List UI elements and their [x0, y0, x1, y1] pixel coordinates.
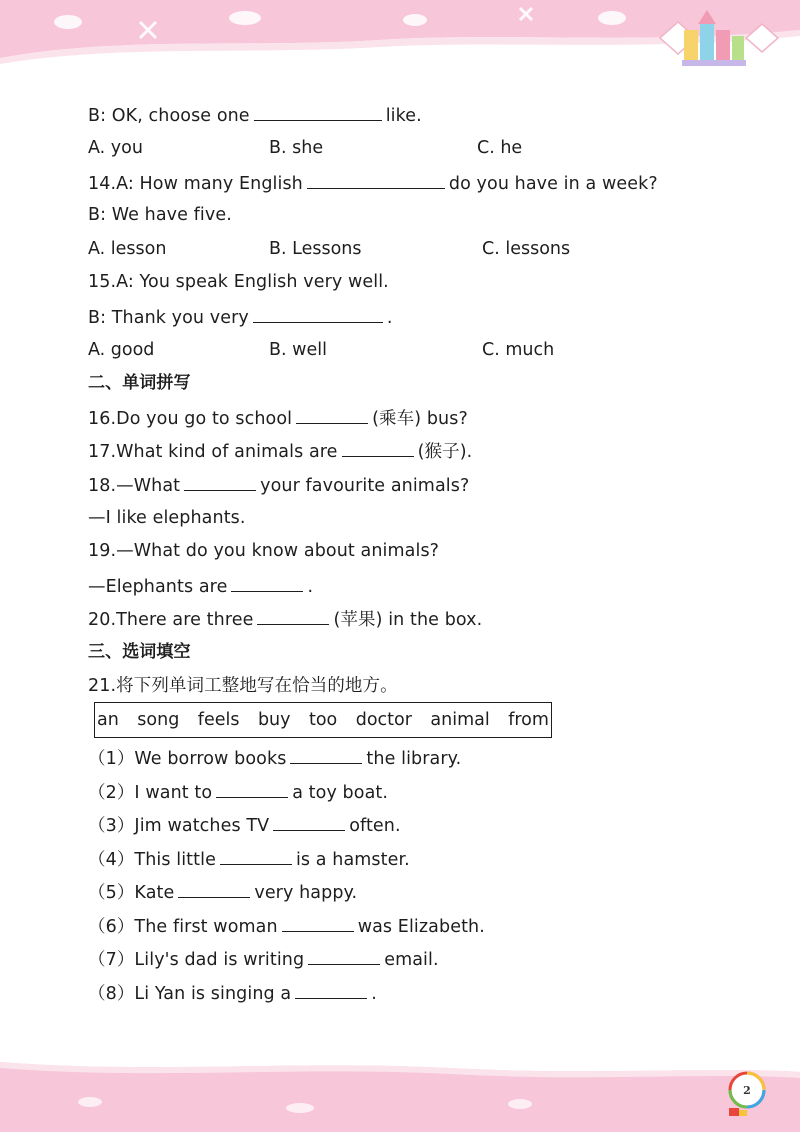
- answer-blank[interactable]: [342, 438, 414, 457]
- option-b: B. she: [269, 138, 324, 158]
- q18-answer-line: —I like elephants.: [88, 508, 246, 528]
- answer-blank[interactable]: [296, 405, 368, 424]
- footer-decoration: [0, 1052, 800, 1132]
- q18-line: 18.—What your favourite animals?: [88, 472, 469, 498]
- q14-a-line: 14.A: How many English do you have in a week?: [88, 170, 658, 196]
- answer-blank[interactable]: [178, 879, 250, 898]
- answer-blank[interactable]: [254, 102, 382, 121]
- option-c: C. lessons: [482, 239, 571, 259]
- answer-blank[interactable]: [257, 606, 329, 625]
- answer-blank[interactable]: [282, 913, 354, 932]
- q13-b-line: B: OK, choose one like.: [88, 102, 422, 128]
- answer-blank[interactable]: [231, 573, 303, 592]
- word-bank-word: an: [97, 710, 119, 730]
- q19-answer-line: —Elephants are .: [88, 573, 313, 599]
- answer-blank[interactable]: [290, 745, 362, 764]
- answer-blank[interactable]: [307, 170, 445, 189]
- q14-b-line: B: We have five.: [88, 205, 232, 225]
- q21-instruction: 21.将下列单词工整地写在恰当的地方。: [88, 676, 398, 696]
- fill-item: （2）I want to a toy boat.: [88, 779, 388, 805]
- answer-blank[interactable]: [295, 980, 367, 999]
- q19-line: 19.—What do you know about animals?: [88, 541, 440, 561]
- word-bank-word: doctor: [355, 710, 412, 730]
- word-bank-word: from: [508, 710, 549, 730]
- word-bank-box: [94, 702, 552, 738]
- option-c: C. he: [477, 138, 523, 158]
- fill-item: （6）The first woman was Elizabeth.: [88, 913, 485, 939]
- word-bank-word: buy: [257, 710, 291, 730]
- option-c: C. much: [482, 340, 555, 360]
- answer-blank[interactable]: [220, 846, 292, 865]
- option-a: A. good: [88, 340, 155, 360]
- page-number: 2: [743, 1084, 751, 1097]
- header-decoration: [0, 0, 800, 90]
- q16-line: 16.Do you go to school (乘车) bus?: [88, 405, 468, 431]
- option-a: A. you: [88, 138, 143, 158]
- fill-item: （3）Jim watches TV often.: [88, 812, 401, 838]
- q17-line: 17.What kind of animals are (猴子).: [88, 438, 472, 464]
- option-b: B. well: [269, 340, 327, 360]
- q15-b-line: B: Thank you very .: [88, 304, 393, 330]
- fill-item: （5）Kate very happy.: [88, 879, 357, 905]
- section-heading: 二、单词拼写: [88, 373, 191, 393]
- answer-blank[interactable]: [184, 472, 256, 491]
- section-heading: 三、选词填空: [88, 642, 191, 662]
- answer-blank[interactable]: [216, 779, 288, 798]
- fill-item: （7）Lily's dad is writing email.: [88, 946, 439, 972]
- fill-item: （1）We borrow books the library.: [88, 745, 461, 771]
- answer-blank[interactable]: [253, 304, 383, 323]
- q15-a-line: 15.A: You speak English very well.: [88, 272, 389, 292]
- fill-item: （4）This little is a hamster.: [88, 846, 410, 872]
- q20-line: 20.There are three (苹果) in the box.: [88, 606, 482, 632]
- fill-item: （8）Li Yan is singing a .: [88, 980, 377, 1006]
- answer-blank[interactable]: [308, 946, 380, 965]
- word-bank-word: song: [137, 710, 180, 730]
- answer-blank[interactable]: [273, 812, 345, 831]
- word-bank-word: too: [308, 710, 338, 730]
- option-b: B. Lessons: [269, 239, 362, 259]
- option-a: A. lesson: [88, 239, 167, 259]
- word-bank-word: animal: [430, 710, 490, 730]
- word-bank-word: feels: [197, 710, 240, 730]
